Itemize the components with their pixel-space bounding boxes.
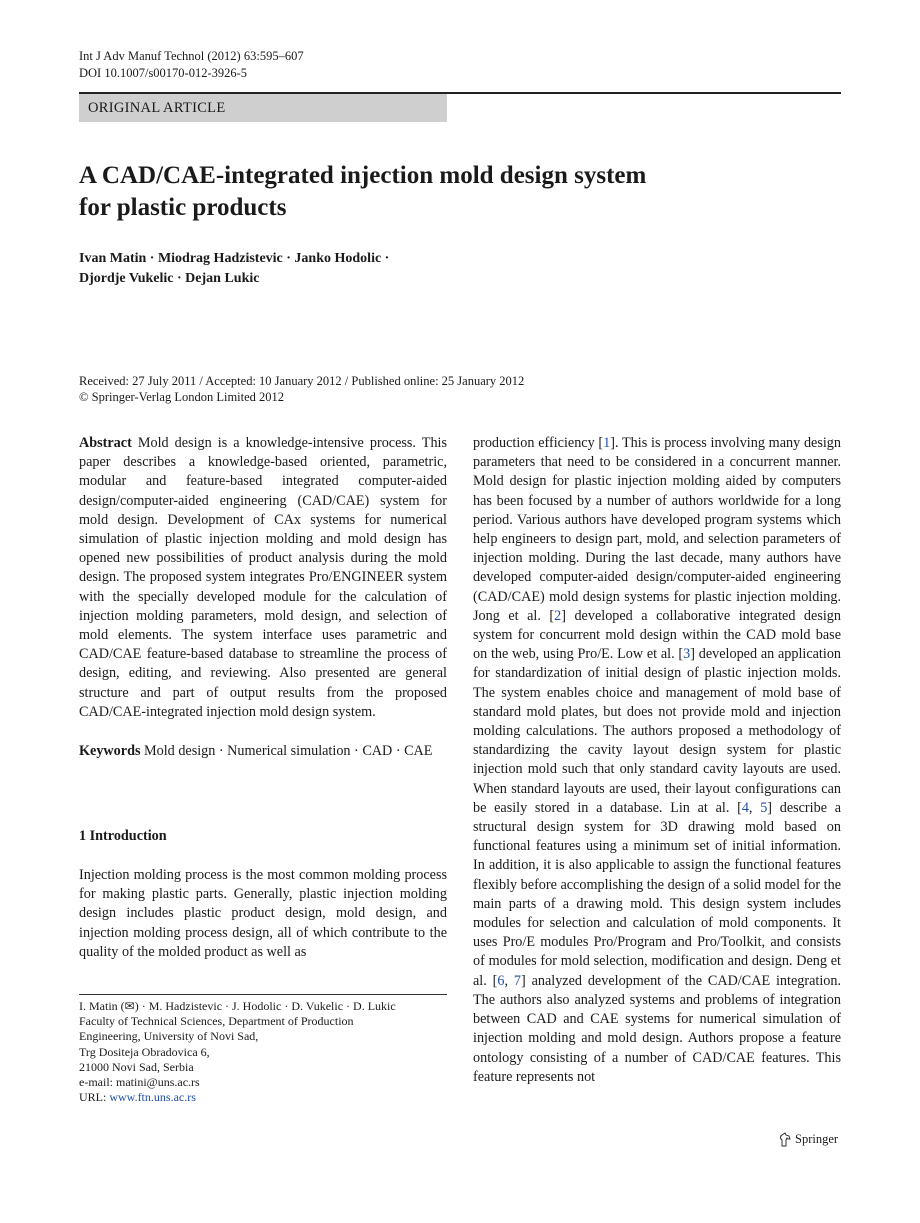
author-footnote: [79, 999, 447, 1105]
publication-dates: [79, 373, 524, 405]
right-column-text: [473, 434, 841, 1087]
text-run: ] developed an application for standardization of initial design of plastic injection molds. The system enables choice and management of mold base of standard mold plates, but does not provide mold and injection molding calculations. The authors proposed a methodology of standardizing the cavity layout design system for plastic injection mold such that only standard cavity layouts are used. When standard layouts are used, their layout configurations can be easily stored in a database. Lin at al. [: [473, 646, 842, 816]
journal-citation: Int J Adv Manuf Technol (2012) 63:595–607: [79, 49, 304, 63]
text-run: ] analyzed development of the CAD/CAE integration. The authors also analyzed systems and problems of integration between CAD and CAE systems for numerical simulation of injection molding and mold design. Authors propose a feature ontology consisting of a number of CAD/CAE features. This feature represents not: [473, 972, 841, 1085]
keywords-text: Mold design · Numerical simulation · CAD · CAE: [144, 743, 433, 759]
title-line-1: A CAD/CAE-integrated injection mold design system: [79, 162, 647, 189]
footnote-affiliation-3: Trg Dositeja Obradovica 6,: [79, 1044, 210, 1059]
text-run: ] developed a collaborative integrated design system for concurrent mold design within the CAD mold base on the web, using Pro/E. Low et al. [: [473, 607, 841, 663]
footnote-url-label: URL:: [79, 1090, 110, 1105]
text-run: ] describe a structural design system for 3D drawing mold based on functional features using a minimum set of initial information. In addition, it is also applicable to assign the functional features flexibly before accomplishing the design of a solid model for the main parts of a drawing mold. This design system includes modules for selection and calculation of mold components. It uses Pro/E modules Pro/Program and Pro/Toolkit, and consists of modules for mold selection, modification and design. Deng et al. [: [473, 799, 842, 989]
publisher-mark: [778, 1132, 838, 1147]
intro-paragraph: Injection molding process is the most common molding process for making plastic parts. Generally, plastic injection molding design includes plastic product design, mold design, and injection molding process design, all of which contribute to the quality of the molded product as well as: [79, 867, 447, 960]
abstract-label: Abstract: [79, 435, 132, 451]
footnote-affiliation-1: Faculty of Technical Sciences, Department of Production: [79, 1014, 354, 1029]
copyright-notice: © Springer-Verlag London Limited 2012: [79, 390, 285, 404]
footnote-affiliation-4: 21000 Novi Sad, Serbia: [79, 1059, 194, 1074]
citation-link[interactable]: 7: [513, 972, 521, 989]
footnote-url-link[interactable]: www.ftn.uns.ac.rs: [109, 1090, 196, 1105]
footnote-email: e-mail: matini@uns.ac.rs: [79, 1075, 200, 1090]
intro-block: [79, 866, 447, 962]
keywords-paragraph: [79, 742, 447, 761]
abstract-text: Mold design is a knowledge-intensive process. This paper describes a knowledge-based oriented, parametric, modular and feature-based integrated computer-aided design/computer-aided engineering (CAD/CAE) system for mold design. Development of CAx systems for numerical simulation of plastic injection molding and mold design has opened new possibilities of product analysis during the mold design. The proposed system integrates Pro/ENGINEER system with the specially developed module for the calculation of injection molding parameters, mold design, and selection of mold elements. The system interface uses parametric and CAD/CAE feature-based database to streamline the process of design, editing, and reviewing. Also presented are general structure and part of output results from the proposed CAD/CAE-integrated injection mold design system.: [79, 435, 447, 720]
article-type-banner: ORIGINAL ARTICLE: [79, 94, 447, 122]
doi: DOI 10.1007/s00170-012-3926-5: [79, 66, 248, 80]
citation-link[interactable]: 5: [760, 799, 768, 816]
citation-link[interactable]: 1: [603, 435, 611, 451]
footnote-affiliation-2: Engineering, University of Novi Sad,: [79, 1029, 259, 1044]
abstract-block: [79, 434, 447, 722]
abstract-paragraph: [79, 434, 447, 722]
intro-heading: 1 Introduction: [79, 828, 167, 844]
text-run: production efficiency [: [473, 435, 604, 451]
publisher-name: Springer: [795, 1132, 839, 1146]
citation-link[interactable]: 3: [683, 646, 691, 663]
authors-line-2: Djordje Vukelic · Dejan Lukic: [79, 271, 260, 286]
footnote-rule: [79, 994, 447, 995]
text-run: ,: [504, 972, 514, 989]
authors-line-1: Ivan Matin · Miodrag Hadzistevic · Janko Hodolic ·: [79, 251, 390, 266]
text-run: ,: [748, 799, 761, 816]
text-run: ]. This is process involving many design parameters that need to be considered in a concurrent manner. Mold design for plastic injection molding aided by computers has been focused by a number of authors worldwide for a long period. Various authors have developed program systems which help engineers to design part, mold, and selection parameters of injection molding. During the last decade, many authors have developed computer-aided design/computer-aided engineering (CAD/CAE) mold design systems for plastic injection molding. Jong et al. [: [473, 435, 841, 624]
journal-header: [79, 48, 304, 82]
footnote-authors: I. Matin (✉) · M. Hadzistevic · J. Hodolic · D. Vukelic · D. Lukic: [79, 999, 396, 1013]
author-list: [79, 249, 479, 289]
keywords-block: [79, 742, 447, 761]
intro-continuation-paragraph: [473, 434, 841, 1087]
citation-link[interactable]: 6: [497, 972, 505, 989]
title-line-2: for plastic products: [79, 194, 287, 221]
keywords-label: Keywords: [79, 743, 141, 759]
springer-horse-icon: [778, 1132, 792, 1147]
paper-title: [79, 160, 779, 224]
footnote-url-line: [79, 1090, 447, 1105]
citation-link[interactable]: 4: [741, 799, 749, 816]
citation-link[interactable]: 2: [554, 607, 562, 624]
received-accepted-published: Received: 27 July 2011 / Accepted: 10 January 2012 / Published online: 25 January 2012: [79, 374, 525, 388]
